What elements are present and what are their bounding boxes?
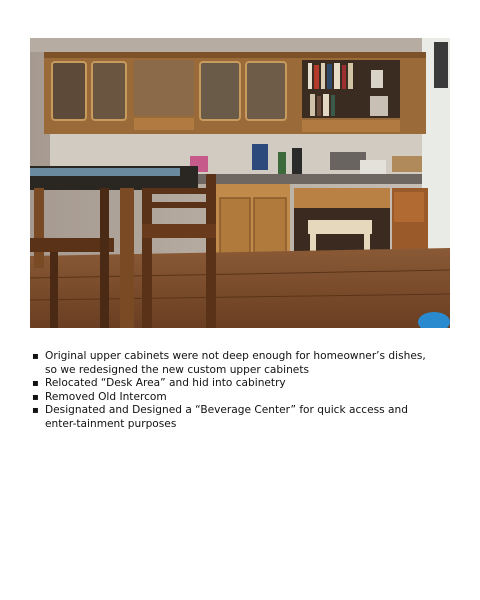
bullet-item-intercom: ▪ Removed Old Intercom bbox=[30, 391, 440, 405]
bullet-list bbox=[30, 350, 440, 432]
bullet-item-upper-cabinets: ▪ Original upper cabinets were not deep enough for homeowner’s dishes, so we redesigned the new custom upper cabinets bbox=[30, 350, 440, 377]
bullet-item-desk-area: ▪ Relocated “Desk Area” and hid into cabinetry bbox=[30, 377, 440, 391]
bullet-item-beverage-center: ▪ Designated and Designed a “Beverage Center” for quick access and enter-tainment purposes bbox=[30, 404, 440, 431]
kitchen-photo bbox=[30, 38, 450, 328]
